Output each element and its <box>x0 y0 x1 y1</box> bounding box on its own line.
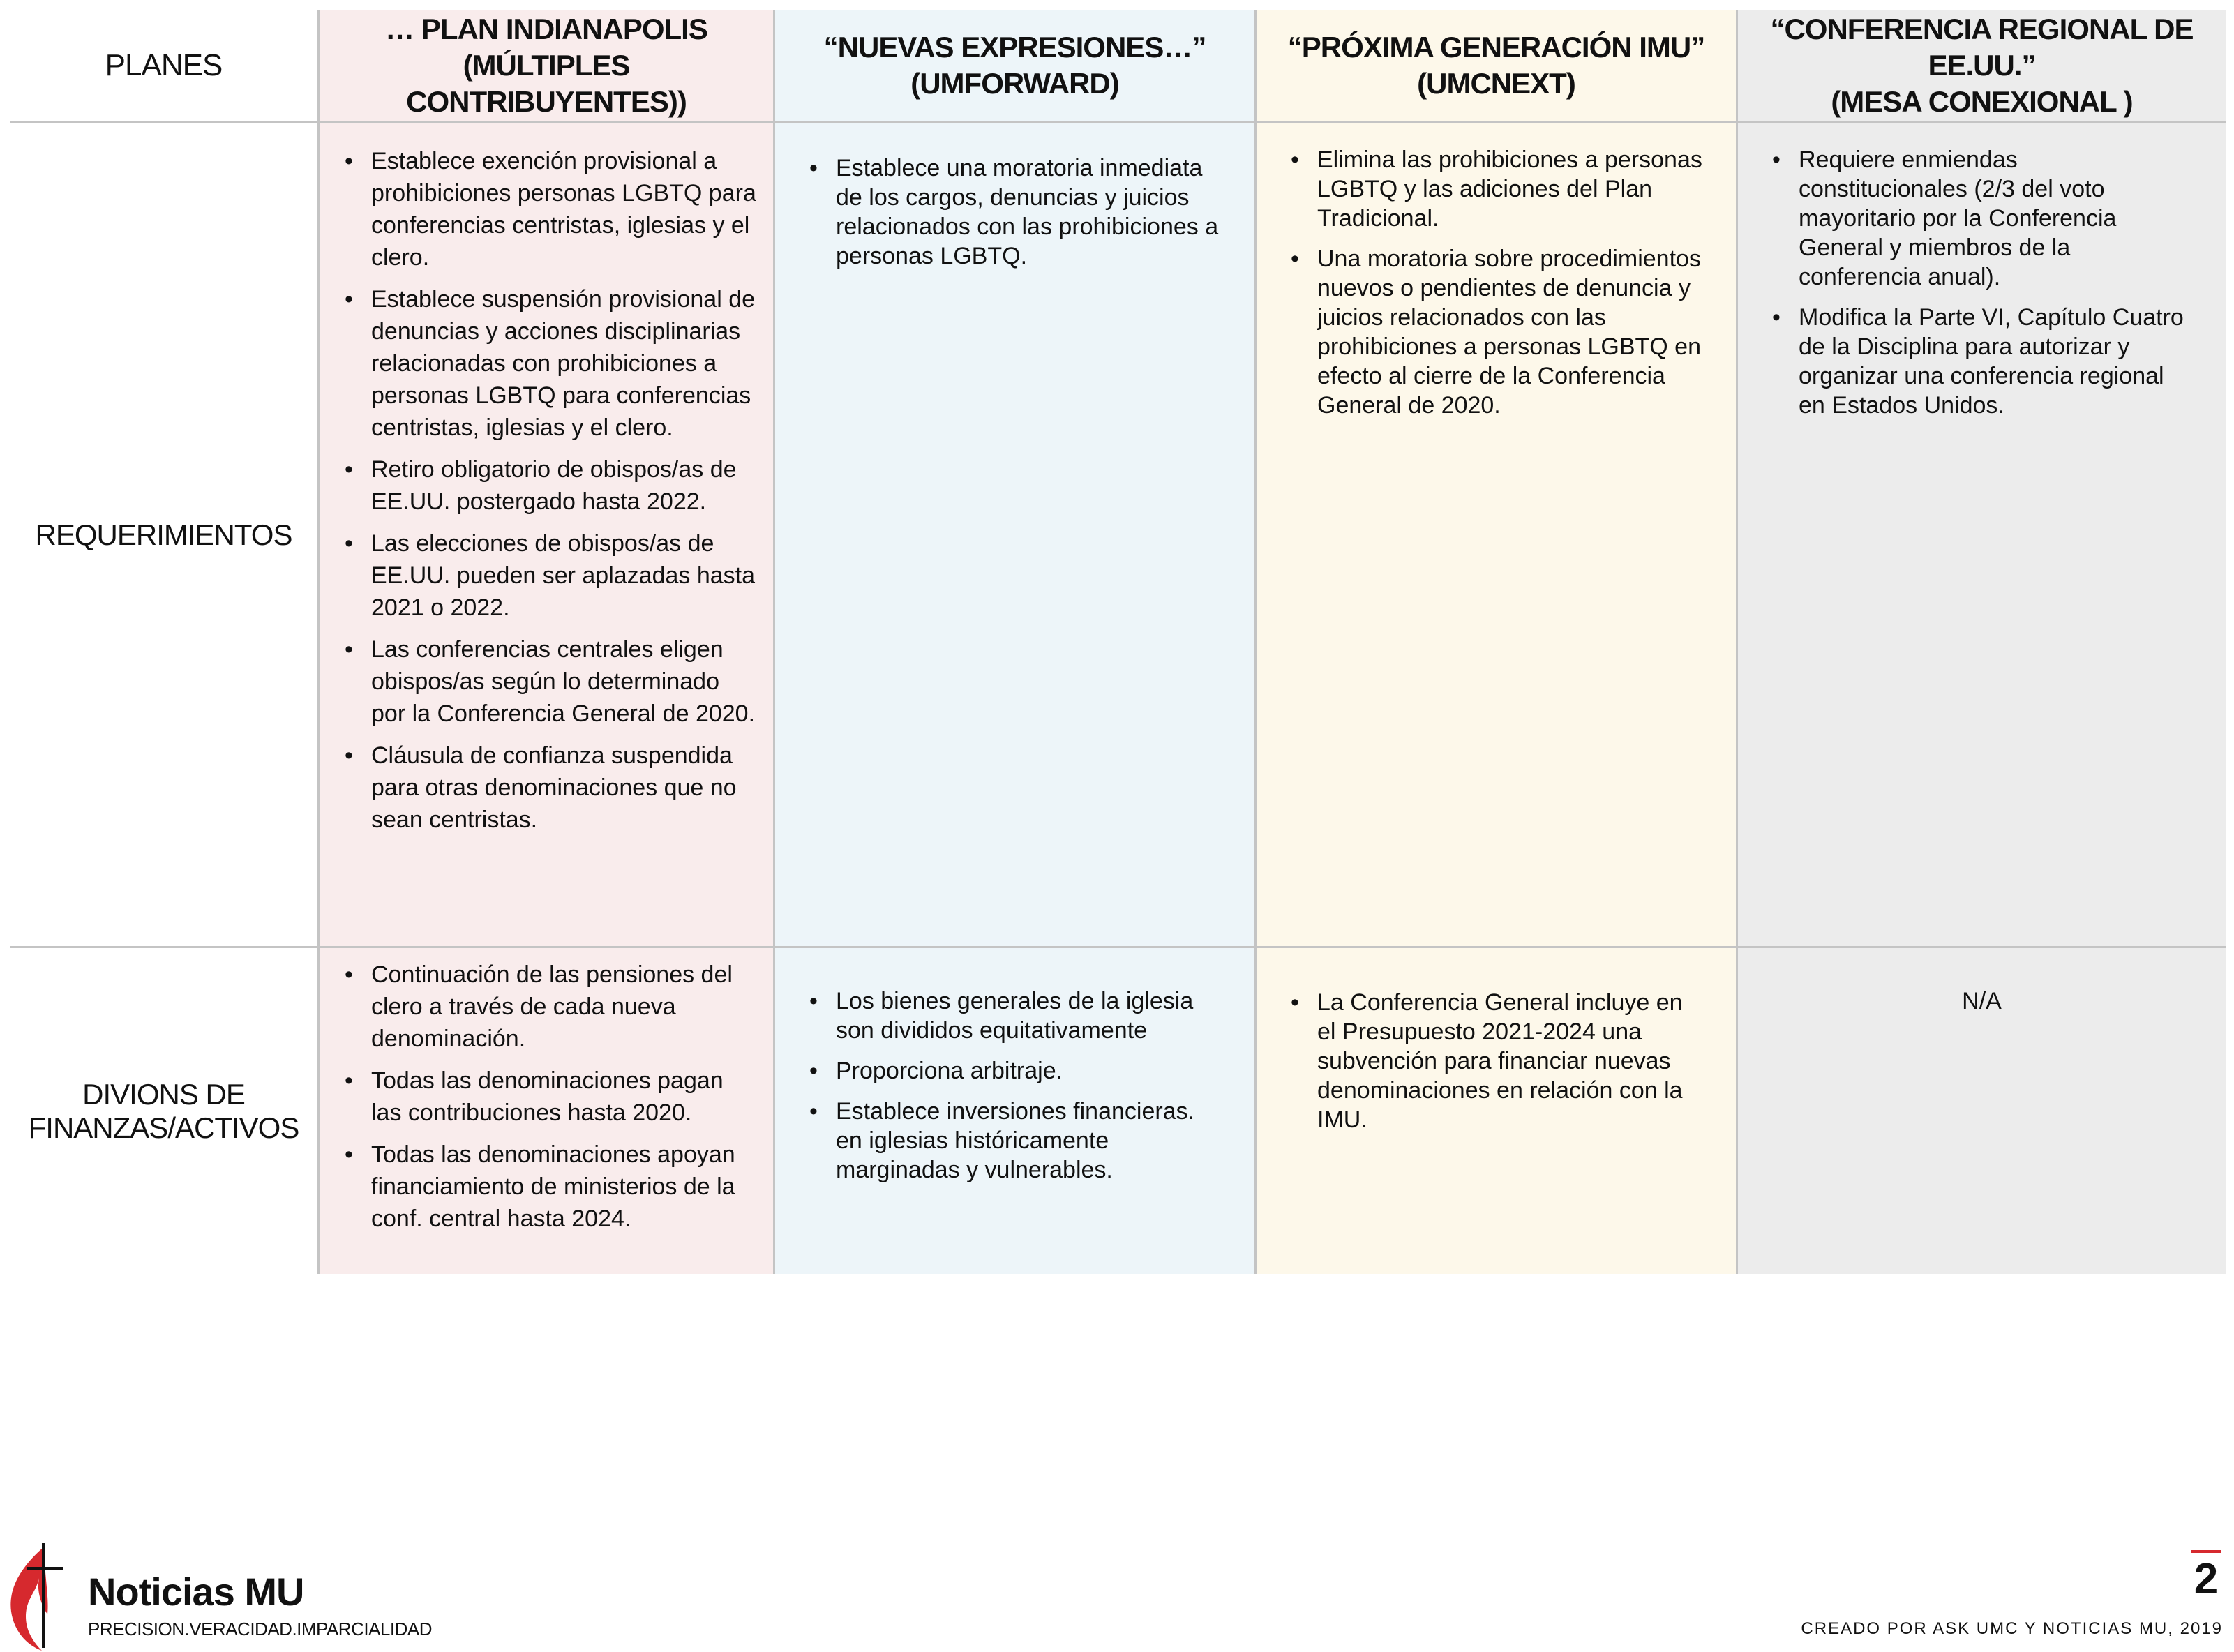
header-label: PLANES <box>105 48 223 82</box>
list-item: • Requiere enmiendas constitucionales (2/3 del voto mayoritario por la Conferencia General y miembros de la conferencia anual). <box>1772 145 2191 292</box>
list-item: • Proporciona arbitraje. <box>809 1056 1221 1086</box>
row-label-requerimientos: REQUERIMIENTOS <box>35 518 292 551</box>
list-item: • Todas las denominaciones pagan las contribuciones hasta 2020. <box>345 1065 756 1129</box>
list-item: • Establece suspensión provisional de denuncias y acciones disciplinarias relacionadas con prohibiciones a personas LGBTQ para conferencias centristas, iglesias y el clero. <box>345 283 756 444</box>
row-divider <box>10 946 2226 948</box>
header-cell-mesa-conexional <box>1738 10 2226 121</box>
finances-list-umcnext <box>1291 988 1702 1146</box>
list-item: • Retiro obligatorio de obispos/as de EE.UU. postergado hasta 2022. <box>345 453 756 518</box>
list-item: • Una moratoria sobre procedimientos nuevos o pendientes de denuncia y juicios relacionados con las prohibiciones a personas LGBTQ en efecto al cierre de la Conferencia General de 2020. <box>1291 244 1702 420</box>
brand-tagline: PRECISION.VERACIDAD.IMPARCIALIDAD <box>88 1619 433 1639</box>
column-title-mesa-conexional: “CONFERENCIA REGIONAL DE EE.UU.” (MESA CONEXIONAL ) <box>1770 13 2194 118</box>
column-title-indianapolis: … PLAN INDIANAPOLIS (MÚLTIPLES CONTRIBUYENTES)) <box>385 13 707 118</box>
list-item: • Continuación de las pensiones del clero a través de cada nueva denominación. <box>345 959 756 1055</box>
list-item: • Establece inversiones financieras. en iglesias históricamente marginadas y vulnerables. <box>809 1097 1221 1185</box>
column-divider <box>1736 10 1738 1274</box>
list-item: • Establece una moratoria inmediata de los cargos, denuncias y juicios relacionados con las prohibiciones a personas LGBTQ. <box>809 153 1221 271</box>
brand-name: Noticias MU <box>88 1570 304 1614</box>
requirements-list-umforward <box>809 153 1221 282</box>
cross-and-flame-logo-icon <box>6 1542 75 1652</box>
list-item: • Modifica la Parte VI, Capítulo Cuatro de la Disciplina para autorizar y organizar una conferencia regional en Estados Unidos. <box>1772 303 2191 420</box>
requirements-list-umcnext <box>1291 145 1702 431</box>
header-cell-umforward <box>775 10 1254 121</box>
list-item: • Las elecciones de obispos/as de EE.UU. pueden ser aplazadas hasta 2021 o 2022. <box>345 527 756 624</box>
header-divider <box>10 121 2226 123</box>
list-item: • Todas las denominaciones apoyan financiamiento de ministerios de la conf. central hasta 2024. <box>345 1139 756 1235</box>
header-cell-indianapolis <box>320 10 773 121</box>
list-item: • Los bienes generales de la iglesia son divididos equitativamente <box>809 986 1221 1045</box>
finances-not-applicable: N/A <box>1962 988 2002 1014</box>
cross-vertical <box>42 1543 45 1648</box>
list-item: • Establece exención provisional a prohibiciones personas LGBTQ para conferencias centristas, iglesias y el clero. <box>345 145 756 273</box>
list-item: • Las conferencias centrales eligen obispos/as según lo determinado por la Conferencia General de 2020. <box>345 633 756 730</box>
requirements-list-indianapolis <box>345 145 756 846</box>
finances-list-umforward <box>809 986 1221 1196</box>
column-divider <box>1254 10 1257 1274</box>
list-item: • Elimina las prohibiciones a personas LGBTQ y las adiciones del Plan Tradicional. <box>1291 145 1702 233</box>
requirements-list-mesa-conexional <box>1772 145 2191 431</box>
credit-line: CREADO POR ASK UMC Y NOTICIAS MU, 2019 <box>1801 1619 2223 1638</box>
header-cell-umcnext <box>1257 10 1736 121</box>
list-item: • Cláusula de confianza suspendida para otras denominaciones que no sean centristas. <box>345 739 756 836</box>
cross-horizontal <box>27 1567 63 1570</box>
column-divider <box>773 10 775 1274</box>
finances-list-indianapolis <box>345 959 756 1245</box>
page-number-rule <box>2191 1550 2221 1553</box>
column-divider <box>317 10 320 1274</box>
page-number: 2 <box>2194 1555 2219 1603</box>
column-title-umcnext: “PRÓXIMA GENERACIÓN IMU” (UMCNEXT) <box>1287 31 1705 100</box>
column-title-umforward: “NUEVAS EXPRESIONES…” (UMFORWARD) <box>823 31 1206 100</box>
row-label-finanzas-activos: DIVIONS DE FINANZAS/ACTIVOS <box>28 1077 299 1144</box>
list-item: • La Conferencia General incluye en el Presupuesto 2021-2024 una subvención para financiar nuevas denominaciones en relación con la IMU. <box>1291 988 1702 1134</box>
header-cell-planes <box>10 10 317 121</box>
